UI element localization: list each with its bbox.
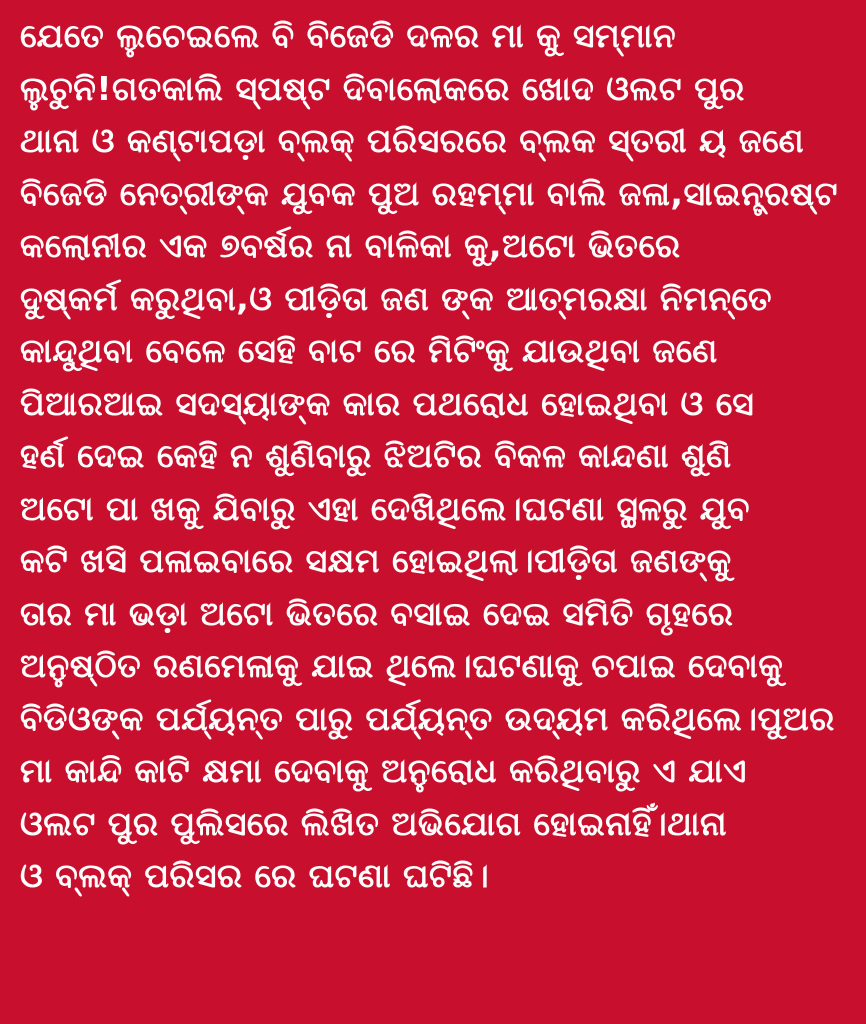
text-line: ଅନୁଷ୍ଠିତ ରଣମେଳାକୁ ଯାଇ ଥିଲେ।ଘଟଣାକୁ ଚପାଇ ଦେବାକୁ [20, 646, 784, 685]
text-line: ଓଲଟ ପୁର ପୁଲିସରେ ଲିଖିତ ଅଭିଯୋଗ ହୋଇନାହିଁ।ଥାନା [20, 803, 728, 843]
text-line: ମା କାନ୍ଦି କାଟି କ୍ଷମା ଦେବାକୁ ଅନୁରୋଧ କରିଥିବାରୁ ଏ ଯାଏ [20, 751, 747, 790]
text-line: କଲୋନୀର ଏକ ୭ବର୍ଷର ନା ବାଳିକା କୁ,ଅଟୋ ଭିତରେ [20, 226, 681, 265]
text-line: ଥାନା ଓ କଣ୍ଟାପଡ଼ା ବ୍ଲକ୍ ପରିସରରେ ବ୍ଲକ ସ୍ତରୀ ୟ ଜଣେ [20, 121, 805, 160]
text-line: ବିଜେଡି ନେତ୍ରୀଙ୍କ ଯୁବକ ପୁଅ ରହମ୍ମା ବାଲି ଜଳା,ସାଇନ୍ତ୍ରଷ୍ଟ [20, 173, 838, 213]
post-text-block [20, 10, 850, 903]
text-line: ଯେତେ ଲୁଚେଇଲେ ବି ବିଜେଡି ଦଳର ମା କୁ ସମ୍ମାନ [20, 16, 677, 55]
text-line: ବିଡିଓଙ୍କ ପର୍ଯ୍ୟନ୍ତ ପାରୁ ପର୍ଯ୍ୟନ୍ତ ଉଦ୍ୟମ କରିଥିଲେ।ପୁଅର [20, 698, 835, 738]
text-line: ଅଟୋ ପା ଖକୁ ଯିବାରୁ ଏହା ଦେଖିଥିଲେ।ଘଟଣା ସ୍ଥଳରୁ ଯୁବ [20, 488, 750, 528]
text-line: ଓ ବ୍ଲକ୍ ପରିସର ରେ ଘଟଣା ଘଟିଛି। [20, 856, 490, 895]
text-line: ତାର ମା ଭଡ଼ା ଅଟୋ ଭିତରେ ବସାଇ ଦେଇ ସମିତି ଗୃହରେ [20, 593, 734, 633]
text-line: କାନ୍ଦୁଥିବା ବେଳେ ସେହି ବାଟ ରେ ମିଟିଂକୁ ଯାଉଥିବା ଜଣେ [20, 331, 718, 370]
text-line: ହର୍ଣ ଦେଇ କେହି ନ ଶୁଣିବାରୁ ଝିଅଟିର ବିକଳ କାନ୍ଦଣା ଶୁଣି [20, 436, 732, 475]
text-line: ଲୁଚୁନି!ଗତକାଲି ସ୍ପଷ୍ଟ ଦିବାଲୋକରେ ଖୋଦ ଓଲଟ ପୁର [20, 68, 745, 108]
text-line: ପିଆରଆଇ ସଦସ୍ୟାଙ୍କ କାର ପଥରୋଧ ହୋଇଥିବା ଓ ସେ [20, 383, 755, 423]
text-line: କଟି ଖସି ପଳାଇବାରେ ସକ୍ଷମ ହୋଇଥିଲା।ପୀଡ଼ିତା ଜଣଙ୍କୁ [20, 541, 732, 580]
text-line: ଦୁଷ୍କର୍ମ କରୁଥିବା,ଓ ପୀଡ଼ିତା ଜଣ ଙ୍କ ଆତ୍ମରକ୍ଷା ନିମନ୍ତେ [20, 278, 773, 318]
